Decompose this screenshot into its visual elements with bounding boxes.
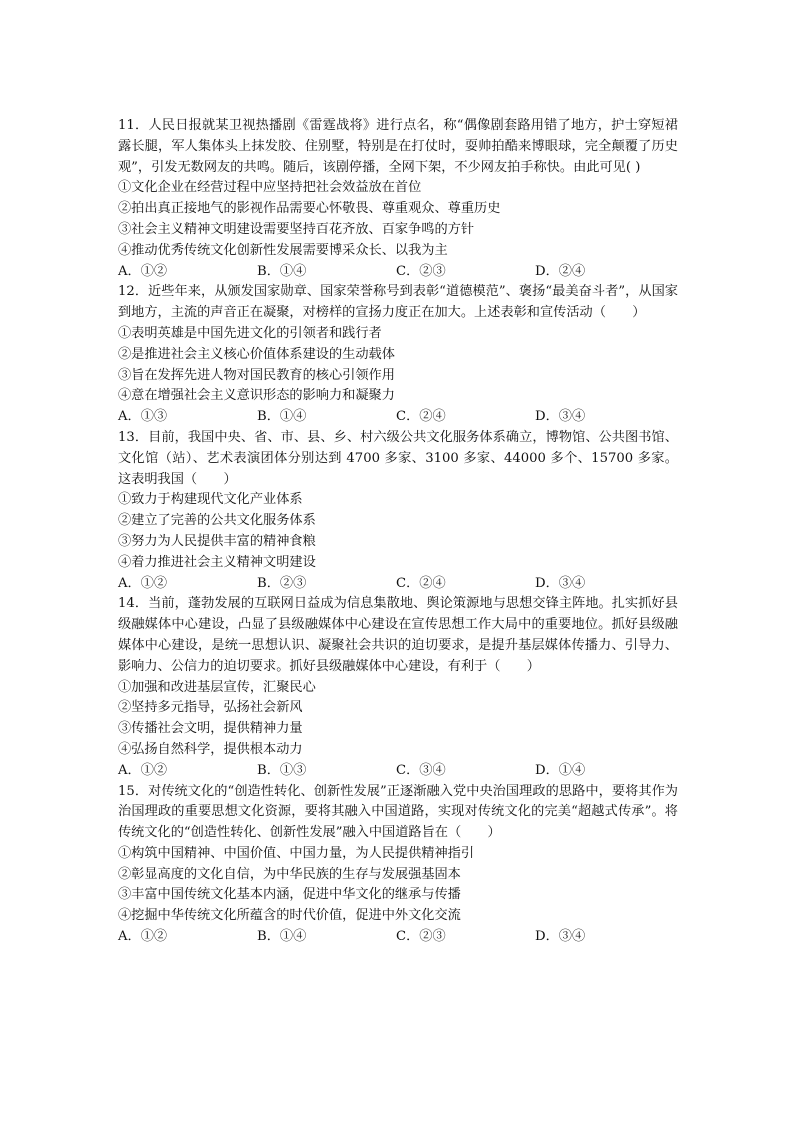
choice-c: C．②④ — [396, 409, 446, 425]
option-1: ①表明英雄是中国先进文化的引领者和践行者 — [118, 325, 382, 341]
choice-c: C．③④ — [396, 762, 446, 778]
option-4: ④推动优秀传统文化创新性发展需要博采众长、以我为主 — [118, 242, 448, 258]
option-2: ②拍出真正接地气的影视作品需要心怀敬畏、尊重观众、尊重历史 — [118, 201, 501, 217]
question-15 — [118, 782, 678, 948]
question-stem: 13．目前，我国中央、省、市、县、乡、村六级公共文化服务体系确立，博物馆、公共图书馆、文化馆（站）、艺术表演团体分别达到 4700 多家、3100 多家、44000 多个、15700 多家。这表明我国（ ） — [118, 429, 678, 487]
question-stem: 11．人民日报就某卫视热播剧《雷霆战将》进行点名，称“偶像剧套路用错了地方，护士穿短裙露长腿，军人集体头上抹发胶、住别墅，特别是在打仗时，耍帅拍酷来博眼球，完全颠覆了历史观”，引发无数网友的共鸣。随后，该剧停播，全网下架，不少网友拍手称快。由此可见( ) — [118, 118, 678, 175]
choice-a: A．①② — [118, 575, 168, 591]
option-3: ③努力为人民提供丰富的精神食粮 — [118, 533, 316, 549]
option-4: ④弘扬自然科学，提供根本动力 — [118, 741, 303, 757]
option-3: ③丰富中国传统文化基本内涵，促进中华文化的继承与传播 — [118, 887, 461, 903]
choice-c: C．②④ — [396, 575, 446, 591]
choice-d: D．②④ — [535, 263, 586, 279]
exam-page — [118, 116, 678, 948]
answer-choices — [118, 262, 678, 283]
choice-b: B．①④ — [257, 929, 307, 945]
choice-d: D．①④ — [535, 762, 586, 778]
answer-choices — [118, 761, 678, 782]
option-3: ③社会主义精神文明建设需要坚持百花齐放、百家争鸣的方针 — [118, 221, 475, 237]
question-stem: 14．当前，蓬勃发展的互联网日益成为信息集散地、舆论策源地与思想交锋主阵地。扎实抓好县级融媒体中心建设，凸显了县级融媒体中心建设在宣传思想工作大局中的重要地位。抓好县级融媒体中心建设，是统一思想认识、凝聚社会共识的迫切要求，是提升基层媒体传播力、引导力、影响力、公信力的迫切要求。抓好县级融媒体中心建设，有利于（ ） — [118, 596, 678, 674]
choice-d: D．③④ — [535, 409, 586, 425]
choice-d: D．③④ — [535, 575, 586, 591]
choice-a: A．①③ — [118, 409, 168, 425]
answer-choices — [118, 407, 678, 428]
question-14 — [118, 594, 678, 781]
choice-b: B．②③ — [257, 575, 307, 591]
choice-d: D．③④ — [535, 929, 586, 945]
option-3: ③旨在发挥先进人物对国民教育的核心引领作用 — [118, 367, 395, 383]
option-2: ②坚持多元指导，弘扬社会新风 — [118, 700, 303, 716]
option-2: ②建立了完善的公共文化服务体系 — [118, 513, 316, 529]
question-stem: 12．近些年来，从颁发国家勋章、国家荣誉称号到表彰“道德模范”、褒扬“最美奋斗者”，从国家到地方，主流的声音正在凝聚，对榜样的宣扬力度正在加大。上述表彰和宣传活动（ ） — [118, 284, 678, 321]
choice-a: A．①② — [118, 762, 168, 778]
answer-choices — [118, 927, 678, 948]
option-1: ①文化企业在经营过程中应坚持把社会效益放在首位 — [118, 180, 422, 196]
choice-b: B．①④ — [257, 409, 307, 425]
option-1: ①构筑中国精神、中国价值、中国力量，为人民提供精神指引 — [118, 845, 475, 861]
choice-c: C．②③ — [396, 263, 446, 279]
choice-b: B．①③ — [257, 762, 307, 778]
question-13 — [118, 428, 678, 594]
answer-choices — [118, 574, 678, 595]
question-stem: 15．对传统文化的“创造性转化、创新性发展”正逐渐融入党中央治国理政的思路中，要将其作为治国理政的重要思想文化资源，要将其融入中国道路，实现对传统文化的完美“超越式传承”。将传统文化的“创造性转化、创新性发展”融入中国道路旨在（ ） — [118, 783, 678, 841]
option-4: ④挖掘中华传统文化所蕴含的时代价值，促进中外文化交流 — [118, 908, 461, 924]
question-12 — [118, 282, 678, 428]
option-4: ④着力推进社会主义精神文明建设 — [118, 554, 316, 570]
option-4: ④意在增强社会主义意识形态的影响力和凝聚力 — [118, 388, 395, 404]
question-11 — [118, 116, 678, 282]
option-1: ①加强和改进基层宣传，汇聚民心 — [118, 679, 316, 695]
choice-c: C．②③ — [396, 929, 446, 945]
option-1: ①致力于构建现代文化产业体系 — [118, 492, 303, 508]
choice-a: A．①② — [118, 929, 168, 945]
option-2: ②彰显高度的文化自信，为中华民族的生存与发展强基固本 — [118, 866, 461, 882]
option-3: ③传播社会文明，提供精神力量 — [118, 721, 303, 737]
choice-b: B．①④ — [257, 263, 307, 279]
option-2: ②是推进社会主义核心价值体系建设的生动载体 — [118, 346, 395, 362]
choice-a: A．①② — [118, 263, 168, 279]
